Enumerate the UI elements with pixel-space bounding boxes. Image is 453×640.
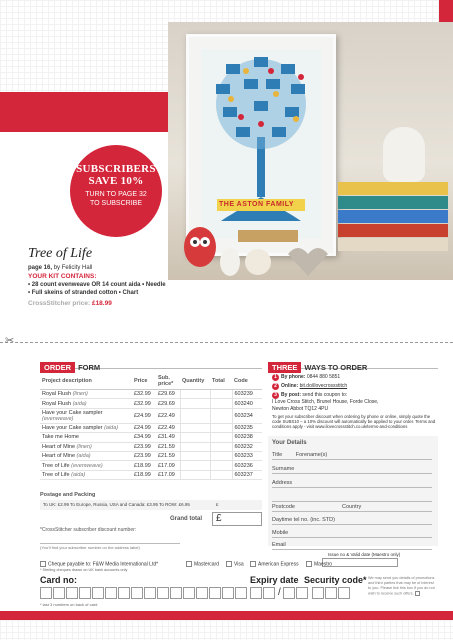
quantity-input[interactable] <box>180 470 210 479</box>
cheque-checkbox[interactable] <box>40 561 46 567</box>
your-details-title: Your Details <box>272 440 307 446</box>
badge-subscribers: SUBSCRIBERS <box>76 163 156 175</box>
postage-options[interactable]: To UK: £2.99 To Europe, Russia, USA and Canada: £3.95 To ROW: £6.95 £ <box>40 500 262 510</box>
total-input[interactable] <box>210 408 232 423</box>
col-code: Code <box>232 373 262 390</box>
way-phone: 1 By phone: 0844 880 5851 <box>272 374 422 381</box>
postcode-country-field[interactable]: Postcode Country <box>272 504 432 512</box>
total-input[interactable] <box>210 461 232 470</box>
amex-option[interactable]: American Express <box>250 561 299 567</box>
kit-price: CrossStitcher price: £18.99 <box>28 300 112 307</box>
kit-contains-heading: YOUR KIT CONTAINS: <box>28 273 97 280</box>
card-no-label: Card no: <box>40 575 77 585</box>
table-row: Tree of Life (aida) £18.99 £17.09 603237 <box>40 470 262 479</box>
quantity-input[interactable] <box>180 423 210 432</box>
total-input[interactable] <box>210 423 232 432</box>
order-form-heading: ORDER FORM <box>40 357 262 369</box>
expiry-input[interactable]: / <box>250 587 309 599</box>
total-input[interactable] <box>210 390 232 399</box>
cheque-option[interactable]: Cheque payable to: F&W Media International Ltd* <box>40 561 158 567</box>
cut-line <box>0 342 453 343</box>
address-line-2[interactable] <box>272 494 432 502</box>
total-input[interactable] <box>210 399 232 408</box>
quantity-input[interactable] <box>180 451 210 460</box>
col-sub-price: Sub. price* <box>156 373 180 390</box>
discount-label: *CrossStitcher subscriber discount number: <box>40 527 137 533</box>
quantity-input[interactable] <box>180 433 210 442</box>
discount-number-field[interactable]: (You'll find your subscriber number on the address label) <box>40 538 180 544</box>
last-3-note: * last 3 numbers on back of card <box>40 602 98 607</box>
mastercard-option[interactable]: Mastercard <box>186 561 219 567</box>
kit-byline: page 16, by Felicity Hall <box>28 265 93 271</box>
online-link[interactable]: bit.do/ilovecrossstitch <box>299 383 348 389</box>
postage-title: Postage and Packing <box>40 492 96 498</box>
card-number-input[interactable] <box>40 587 248 599</box>
col-price: Price <box>132 373 156 390</box>
way-online: 2 Online: bit.do/ilovecrossstitch <box>272 383 422 390</box>
badge-turn: TURN TO PAGE 32 <box>85 191 147 198</box>
col-quantity: Quantity <box>180 373 210 390</box>
total-input[interactable] <box>210 470 232 479</box>
security-code-input[interactable] <box>312 587 351 599</box>
total-input[interactable] <box>210 433 232 442</box>
quantity-input[interactable] <box>180 390 210 399</box>
kit-item: • 28 count evenweave OR 14 count aida • Needle <box>28 282 166 288</box>
family-name-text: THE ASTON FAMILY <box>219 201 295 208</box>
product-photo <box>168 22 453 280</box>
title-forename-field[interactable]: Title Forename(s) <box>272 452 432 460</box>
bottom-grid-background <box>0 620 453 640</box>
col-project: Project description <box>40 373 132 390</box>
grand-total-label: Grand total <box>170 516 203 522</box>
kit-title: Tree of Life <box>28 246 93 261</box>
ways-note: To get your subscriber discount when ordering by phone or online, simply quote the code SUBS10 – a 10% discount will automatically be applied to your order. Terms and conditions apply - visit www.ilovecrossstitch.co.uk/terms-and-conditions <box>272 414 436 430</box>
table-row: Have your Cake sampler (aida) £24.99 £22.49 603235 <box>40 423 262 432</box>
email-field[interactable]: Email <box>272 542 432 550</box>
quantity-input[interactable] <box>180 408 210 423</box>
surname-field[interactable]: Surname <box>272 466 432 474</box>
way-post: 3 By post: send this coupon to: I Love Cross Stitch, Brunel House, Forde Close, Newton Abbot TQ12 4PU <box>272 392 379 412</box>
subscriber-badge[interactable] <box>70 145 162 237</box>
daytime-tel-field[interactable]: Daytime tel no. (inc. STD) <box>272 517 432 525</box>
maestro-checkbox[interactable] <box>306 561 312 567</box>
table-row: Tree of Life (evenweave) £18.99 £17.09 603236 <box>40 461 262 470</box>
order-table <box>40 373 262 480</box>
quantity-input[interactable] <box>180 442 210 451</box>
issue-valid-input[interactable] <box>322 558 398 567</box>
security-label: Security code* <box>304 575 367 585</box>
mobile-field[interactable]: Mobile <box>272 530 432 538</box>
table-row: Take me Home £34.99 £31.49 603238 <box>40 433 262 442</box>
table-row: Have your Cake sampler (evenweave) £24.99 £22.49 603234 <box>40 408 262 423</box>
ways-heading: THREE WAYS TO ORDER <box>268 357 438 369</box>
scissors-icon: ✂ <box>5 335 15 347</box>
kit-item: • Full skeins of stranded cotton • Chart <box>28 290 139 296</box>
mastercard-checkbox[interactable] <box>186 561 192 567</box>
promo-fine-print: We may send you details of promotions and third parties that may be of interest to you. Please tick this box if you do not wish to receive such offers. <box>368 576 435 596</box>
total-input[interactable] <box>210 442 232 451</box>
quantity-input[interactable] <box>180 399 210 408</box>
expiry-label: Expiry date <box>250 575 299 585</box>
badge-save: SAVE 10% <box>88 175 144 187</box>
visa-option[interactable]: Visa <box>226 561 244 567</box>
quantity-input[interactable] <box>180 461 210 470</box>
col-total: Total <box>210 373 232 390</box>
opt-out-checkbox[interactable] <box>415 591 420 596</box>
table-row: Royal Flush (linen) £32.99 £29.69 603239 <box>40 390 262 399</box>
table-row: Heart of Mine (linen) £23.99 £21.59 603232 <box>40 442 262 451</box>
total-input[interactable] <box>210 451 232 460</box>
address-field[interactable]: Address <box>272 480 432 488</box>
kit-info <box>28 246 228 307</box>
visa-checkbox[interactable] <box>226 561 232 567</box>
table-row: Heart of Mine (aida) £23.99 £21.59 603233 <box>40 451 262 460</box>
issue-label: Issue no & Valid date (Maestro only) <box>328 552 401 557</box>
table-row: Royal Flush (aida) £32.99 £29.69 603240 <box>40 399 262 408</box>
badge-subscribe: TO SUBSCRIBE <box>90 200 142 207</box>
cheque-note: * Sterling cheques drawn on UK bank accounts only <box>40 568 128 572</box>
amex-checkbox[interactable] <box>250 561 256 567</box>
book-stack <box>338 172 448 272</box>
grand-total-input[interactable]: £ <box>212 512 262 526</box>
maestro-option[interactable]: Maestro <box>306 561 332 567</box>
